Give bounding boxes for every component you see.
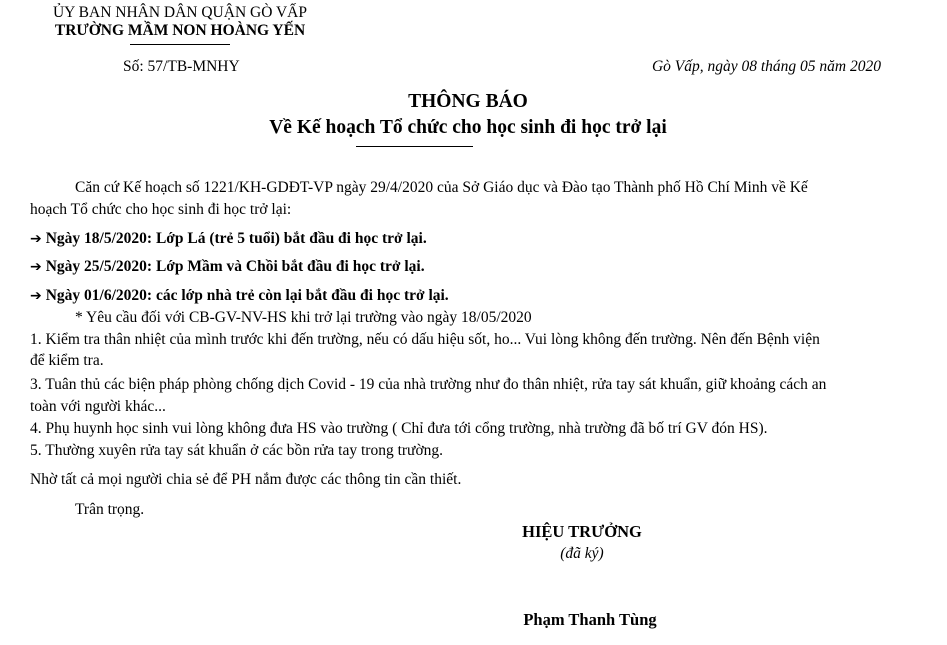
closing-text: Trân trọng. xyxy=(75,501,145,518)
requirement-3-line-2: toàn với người khác... xyxy=(30,398,166,415)
right-arrow-icon: ➔ xyxy=(30,259,42,275)
title-underline xyxy=(356,146,473,147)
header-left xyxy=(20,4,340,40)
intro-line-2: hoạch Tổ chức cho học sinh đi học trở lại: xyxy=(30,201,292,218)
share-note: Nhờ tất cả mọi người chia sẻ để PH nắm được các thông tin cần thiết. xyxy=(30,471,462,488)
document-subtitle: Về Kế hoạch Tổ chức cho học sinh đi học trở lại xyxy=(269,117,667,138)
requirement-5: 5. Thường xuyên rửa tay sát khuẩn ở các bồn rửa tay trong trường. xyxy=(30,442,444,459)
header-underline xyxy=(130,44,230,45)
schedule-item-3 xyxy=(30,287,449,305)
signature-block xyxy=(482,522,682,563)
schedule-item-2 xyxy=(30,258,425,276)
signature-role: HIỆU TRƯỞNG xyxy=(522,522,642,541)
requirement-4: 4. Phụ huynh học sinh vui lòng không đưa HS vào trường ( Chỉ đưa tới cổng trường, nhà trường đã bố trí GV đón HS). xyxy=(30,420,768,437)
document-number: Số: 57/TB-MNHY xyxy=(123,58,240,75)
signatory-name: Phạm Thanh Tùng xyxy=(523,610,657,629)
signature-status: (đã ký) xyxy=(560,545,604,562)
requirements-heading: * Yêu cầu đối với CB-GV-NV-HS khi trở lại trường vào ngày 18/05/2020 xyxy=(75,309,532,326)
agency-name: ỦY BAN NHÂN DÂN QUẬN GÒ VẤP xyxy=(52,4,308,21)
place-date: Gò Vấp, ngày 08 tháng 05 năm 2020 xyxy=(651,58,881,75)
requirement-1-line-1: 1. Kiểm tra thân nhiệt của mình trước khi đến trường, nếu có dấu hiệu sốt, ho... Vui lòng không đến trường. Nên đến Bệnh viện xyxy=(30,331,820,348)
schedule-item-1 xyxy=(30,230,427,248)
intro-line-1: Căn cứ Kế hoạch số 1221/KH-GDĐT-VP ngày 29/4/2020 của Sở Giáo dục và Đào tạo Thành phố Hồ Chí Minh về Kế xyxy=(75,179,808,196)
schedule-text-1: Ngày 18/5/2020: Lớp Lá (trẻ 5 tuổi) bắt đầu đi học trở lại. xyxy=(45,230,427,247)
schedule-text-2: Ngày 25/5/2020: Lớp Mầm và Chồi bắt đầu đi học trở lại. xyxy=(45,258,425,275)
document-title: THÔNG BÁO xyxy=(408,91,528,112)
requirement-1-line-2: để kiểm tra. xyxy=(30,352,104,369)
schedule-text-3: Ngày 01/6/2020: các lớp nhà trẻ còn lại bắt đầu đi học trở lại. xyxy=(45,287,449,304)
right-arrow-icon: ➔ xyxy=(30,231,42,247)
right-arrow-icon: ➔ xyxy=(30,288,42,304)
school-name: TRƯỜNG MẦM NON HOÀNG YẾN xyxy=(54,22,306,39)
requirement-3-line-1: 3. Tuân thủ các biện pháp phòng chống dịch Covid - 19 của nhà trường như đo thân nhiệt, rửa tay sát khuẩn, giữ khoảng cách an xyxy=(30,376,827,393)
